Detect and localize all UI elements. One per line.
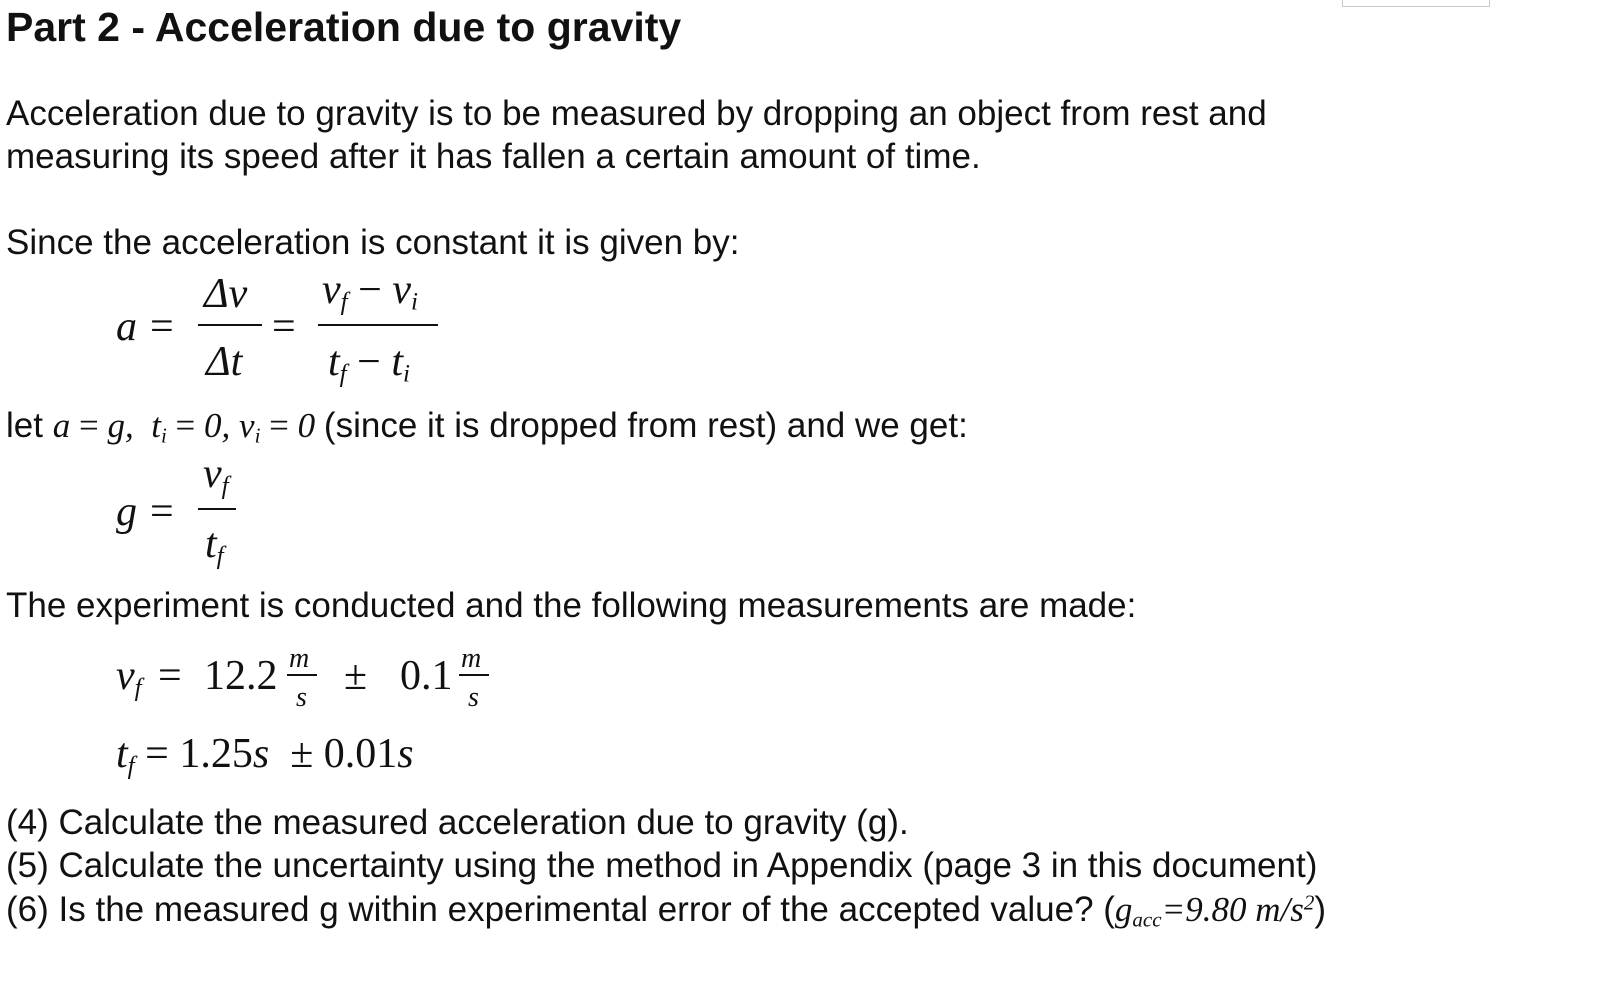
measurement-time: [116, 730, 414, 780]
question-number: (4): [6, 803, 49, 842]
let-eq-3: =: [269, 406, 289, 445]
eq2-equals: =: [150, 489, 174, 535]
meas-v-lhs: [116, 652, 142, 702]
eq2-lhs: g: [116, 489, 137, 535]
eq1-den2-t2: t: [391, 339, 404, 385]
eq1-fraction-bar-2: [318, 324, 438, 326]
let-eq-2: =: [175, 406, 196, 445]
eq2-num-sub: f: [221, 472, 229, 500]
eq1-den2-f: f: [339, 360, 347, 388]
question-number: (6): [6, 890, 49, 929]
meas-v-unc: 0.1: [400, 653, 453, 699]
let-math: [52, 406, 324, 448]
question-text: Calculate the measured acceleration due to gravity (g).: [58, 803, 909, 842]
meas-v-value: 12.2: [204, 653, 278, 699]
let-suffix: (since it is dropped from rest) and we get:: [323, 406, 968, 445]
experiment-text: The experiment is conducted and the following measurements are made:: [6, 586, 1137, 625]
eq1-den2-t: t: [328, 339, 340, 385]
eq1-num1: Δv: [204, 271, 248, 317]
eq1-num2-minus: −: [358, 267, 382, 313]
eq1-num2: [322, 266, 418, 316]
question-text: Is the measured g within experimental error of the accepted value? (: [58, 890, 1115, 929]
eq2-den-t: t: [205, 521, 217, 567]
eq2-num: [203, 450, 229, 500]
let-g: g,: [107, 406, 134, 445]
meas-t-pm: ±: [290, 731, 314, 777]
eq1-lhs: a: [116, 304, 137, 350]
meas-v-unc-unit-num: m: [461, 643, 482, 674]
meas-t-equals: =: [145, 731, 169, 777]
meas-v-unit-den: s: [296, 682, 307, 713]
question-6: [6, 892, 1326, 930]
let-line: [6, 408, 968, 446]
meas-v-unit-num: m: [289, 643, 310, 674]
meas-v-unc-unit-bar: [459, 674, 489, 676]
since-text: Since the acceleration is constant it is given by:: [6, 223, 740, 262]
meas-t-unc-unit: s: [397, 731, 414, 777]
gacc-close: ): [1314, 890, 1326, 929]
meas-t-unit: s: [252, 731, 270, 777]
eq1-num2-f: f: [340, 288, 348, 316]
meas-v-sub: f: [134, 674, 142, 702]
let-a: a: [52, 406, 71, 445]
page-title: Part 2 - Acceleration due to gravity: [6, 4, 682, 50]
let-v-sub: i: [254, 423, 261, 448]
gacc-g: g: [1114, 890, 1133, 929]
meas-t-value: 1.25: [179, 731, 253, 777]
meas-v-equals: =: [158, 653, 182, 699]
eq1-equals-1: =: [150, 304, 174, 350]
let-zero-2: 0: [297, 406, 316, 445]
let-prefix: let: [6, 406, 43, 445]
eq1-fraction-bar-1: [198, 324, 262, 326]
eq1-num2-v: v: [322, 267, 341, 313]
gacc-sub: acc: [1132, 907, 1162, 932]
eq1-num2-v2: v: [392, 267, 411, 313]
eq1-den2-i: i: [403, 360, 411, 388]
let-eq-1: =: [78, 406, 99, 445]
meas-t-sym: t: [116, 731, 128, 777]
eq1-den1: Δt: [206, 339, 243, 385]
let-t: t: [151, 406, 161, 445]
eq1-num2-i: i: [411, 288, 418, 316]
eq1-den2-minus: −: [357, 339, 381, 385]
meas-v-pm: ±: [344, 653, 368, 699]
eq2-den: [205, 520, 224, 570]
intro-line-1: Acceleration due to gravity is to be measured by dropping an object from rest and: [6, 94, 1267, 133]
eq2-den-sub: f: [216, 542, 224, 570]
meas-t-sub: f: [127, 752, 135, 780]
gacc-math: [1114, 890, 1315, 932]
eq2-num-v: v: [203, 451, 222, 497]
let-zero-1: 0,: [204, 406, 231, 445]
let-v: v: [239, 406, 255, 445]
meas-v-sym: v: [116, 653, 135, 699]
eq1-equals-2: =: [272, 304, 296, 350]
corner-box-decoration: [1342, 0, 1490, 7]
question-text: Calculate the uncertainty using the method in Appendix (page 3 in this document): [58, 846, 1318, 885]
meas-t-unc: 0.01: [323, 731, 398, 777]
question-number: (5): [6, 846, 49, 885]
meas-v-unc-unit-den: s: [468, 682, 479, 713]
eq1-den2: [328, 338, 410, 388]
meas-v-unit-bar: [287, 674, 317, 676]
question-4: [6, 805, 909, 840]
let-t-sub: i: [160, 423, 167, 448]
intro-line-2: measuring its speed after it has fallen a certain amount of time.: [6, 137, 981, 176]
gacc-sup: 2: [1303, 890, 1315, 915]
question-5: [6, 848, 1317, 883]
eq2-fraction-bar: [198, 508, 236, 510]
gacc-value: =9.80 m/s: [1161, 890, 1304, 929]
